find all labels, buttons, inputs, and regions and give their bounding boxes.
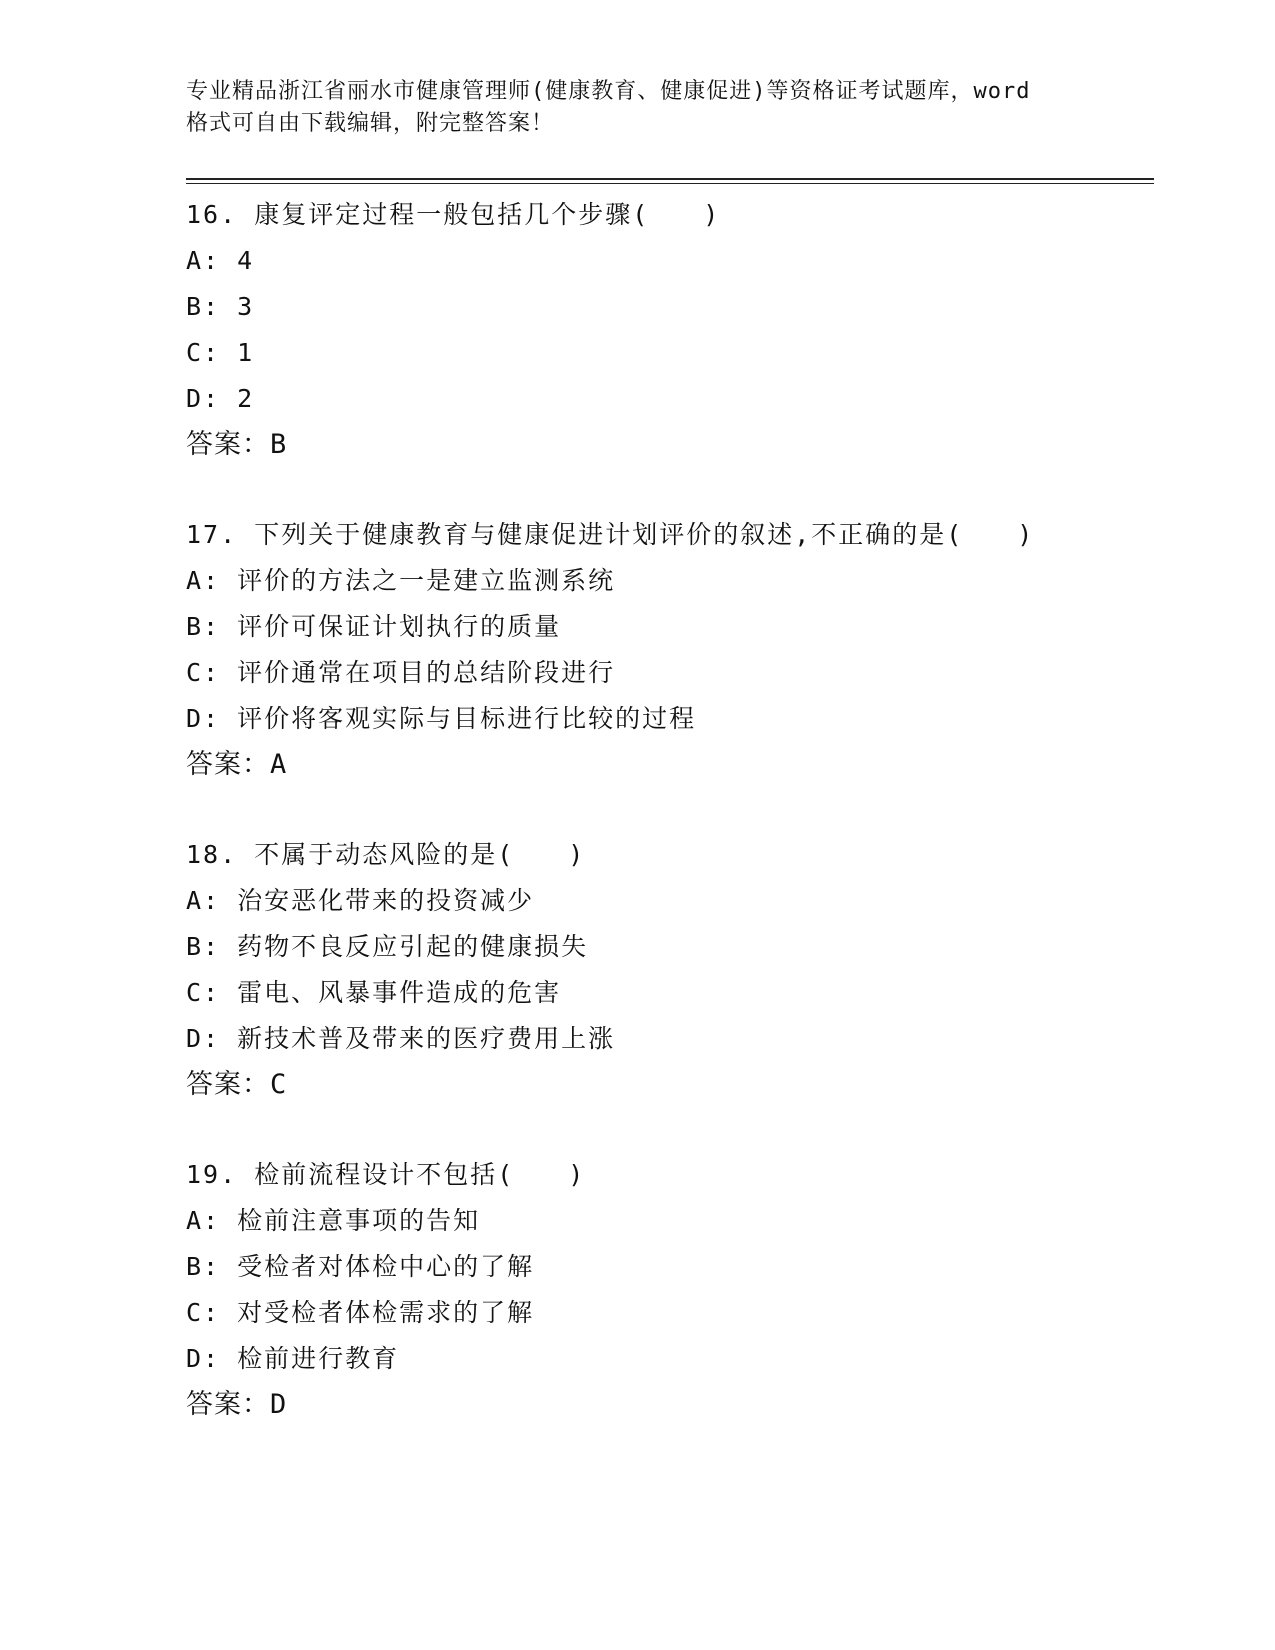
question-16 xyxy=(186,192,1126,468)
option-c: C: 雷电、风暴事件造成的危害 xyxy=(186,978,562,1007)
header-divider-thin xyxy=(186,183,1154,184)
option-c: C: 1 xyxy=(186,338,255,367)
answer-label: 答案： xyxy=(186,1069,270,1100)
header-divider-thick xyxy=(186,178,1154,180)
option-b: B: 3 xyxy=(186,292,255,321)
question-text: 18. 不属于动态风险的是( ) xyxy=(186,840,586,869)
question-text: 19. 检前流程设计不包括( ) xyxy=(186,1160,586,1189)
question-text: 17. 下列关于健康教育与健康促进计划评价的叙述,不正确的是( ) xyxy=(186,520,1035,549)
answer-value: D xyxy=(270,1389,288,1420)
header-line-2: 格式可自由下载编辑，附完整答案！ xyxy=(186,111,555,136)
option-a: A: 检前注意事项的告知 xyxy=(186,1206,481,1235)
option-c: C: 对受检者体检需求的了解 xyxy=(186,1298,535,1327)
option-d: D: 2 xyxy=(186,384,255,413)
answer-label: 答案： xyxy=(186,1389,270,1420)
option-d: D: 新技术普及带来的医疗费用上涨 xyxy=(186,1024,616,1053)
question-text: 16. 康复评定过程一般包括几个步骤( ) xyxy=(186,200,721,229)
option-b: B: 受检者对体检中心的了解 xyxy=(186,1252,535,1281)
question-18 xyxy=(186,832,1126,1108)
question-17 xyxy=(186,512,1126,788)
document-header xyxy=(186,76,1086,140)
option-a: A: 4 xyxy=(186,246,255,275)
header-line-1: 专业精品浙江省丽水市健康管理师(健康教育、健康促进)等资格证考试题库，word xyxy=(186,79,1031,104)
answer-line xyxy=(186,1382,1126,1428)
answer-value: B xyxy=(270,429,288,460)
answer-line xyxy=(186,742,1126,788)
question-19 xyxy=(186,1152,1126,1428)
question-list xyxy=(186,192,1126,1472)
option-a: A: 治安恶化带来的投资减少 xyxy=(186,886,535,915)
answer-value: A xyxy=(270,749,288,780)
answer-line xyxy=(186,422,1126,468)
answer-value: C xyxy=(270,1069,288,1100)
option-d: D: 检前进行教育 xyxy=(186,1344,400,1373)
option-b: B: 评价可保证计划执行的质量 xyxy=(186,612,562,641)
option-b: B: 药物不良反应引起的健康损失 xyxy=(186,932,589,961)
option-a: A: 评价的方法之一是建立监测系统 xyxy=(186,566,616,595)
option-d: D: 评价将客观实际与目标进行比较的过程 xyxy=(186,704,697,733)
answer-label: 答案： xyxy=(186,749,270,780)
answer-line xyxy=(186,1062,1126,1108)
answer-label: 答案： xyxy=(186,429,270,460)
option-c: C: 评价通常在项目的总结阶段进行 xyxy=(186,658,616,687)
